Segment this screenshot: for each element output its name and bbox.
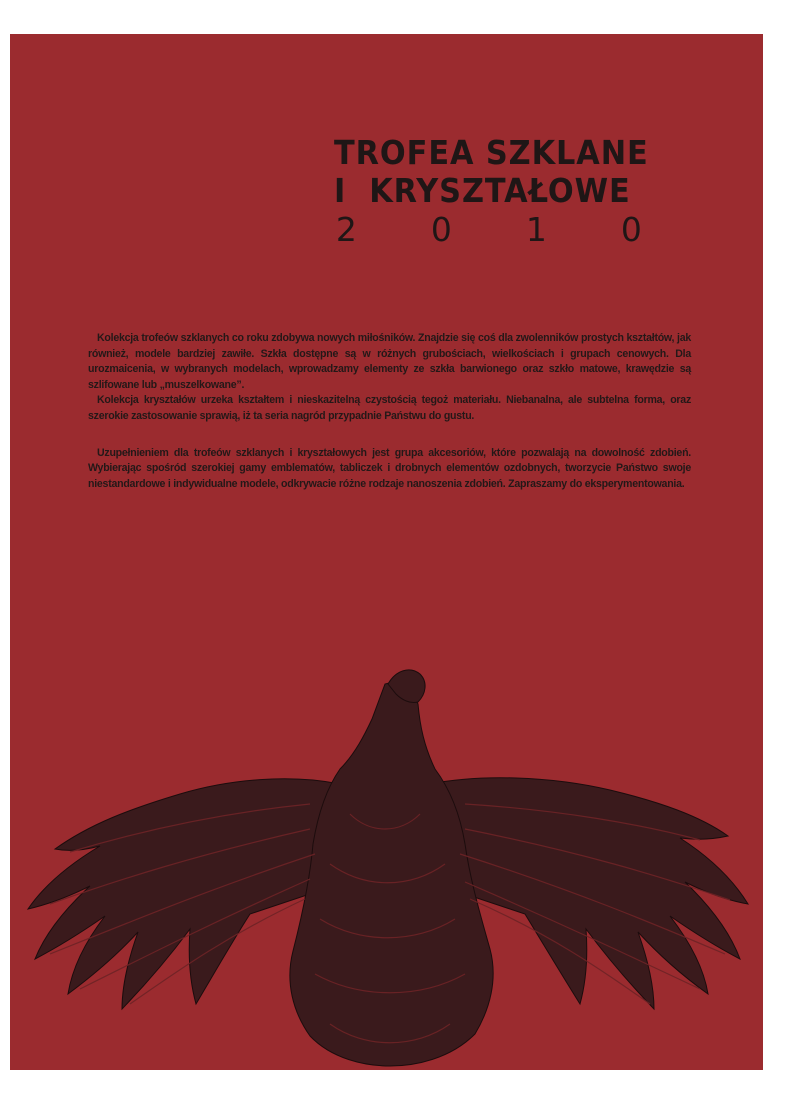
paragraph-accessories: Uzupełnieniem dla trofeów szklanych i kryształowych jest grupa akcesoriów, które pozwalają na dowolność zdobień. Wybierając spośród szerokiej gamy emblematów, tabliczek i drobnych elementów ozdobnych, tworzycie Państwo swoje niestandardowe i indywidualne modele, odkrywacie różne rodzaje nanoszenia zdobień. Zapraszamy do eksperymentowania. <box>88 446 691 490</box>
title-line-2: I KRYSZTAŁOWE <box>333 171 631 210</box>
title-line-1: TROFEA SZKLANE <box>333 133 649 172</box>
paragraph-glass: Kolekcja trofeów szklanych co roku zdobywa nowych miłośników. Znajdzie się coś dla zwolenników prostych kształtów, jak również, modele bardziej zawiłe. Szkła dostępne są w różnych grubościach, wielkościach i grupach cenowych. Dla urozmaicenia, w wybranych modelach, wprowadzamy elementy ze szkła barwionego oraz szkło matowe, krawędzie są szlifowane lub „muszelkowane”. <box>88 332 691 391</box>
year-digit: 2 <box>335 210 357 249</box>
year-digit: 1 <box>525 210 547 249</box>
title-block <box>334 134 676 250</box>
catalog-page <box>10 34 763 1070</box>
year <box>334 210 642 250</box>
year-digit: 0 <box>620 210 642 249</box>
year-digit: 0 <box>430 210 452 249</box>
description-text <box>88 331 691 492</box>
paragraph-crystal: Kolekcja kryształów urzeka kształtem i nieskazitelną czystością tegoż materiału. Niebanalna, ale subtelna forma, oraz szerokie zastosowanie sprawią, iż ta seria nagród przypadnie Państwu do gustu. <box>88 394 691 422</box>
eagle-trophy-icon <box>10 664 763 1070</box>
